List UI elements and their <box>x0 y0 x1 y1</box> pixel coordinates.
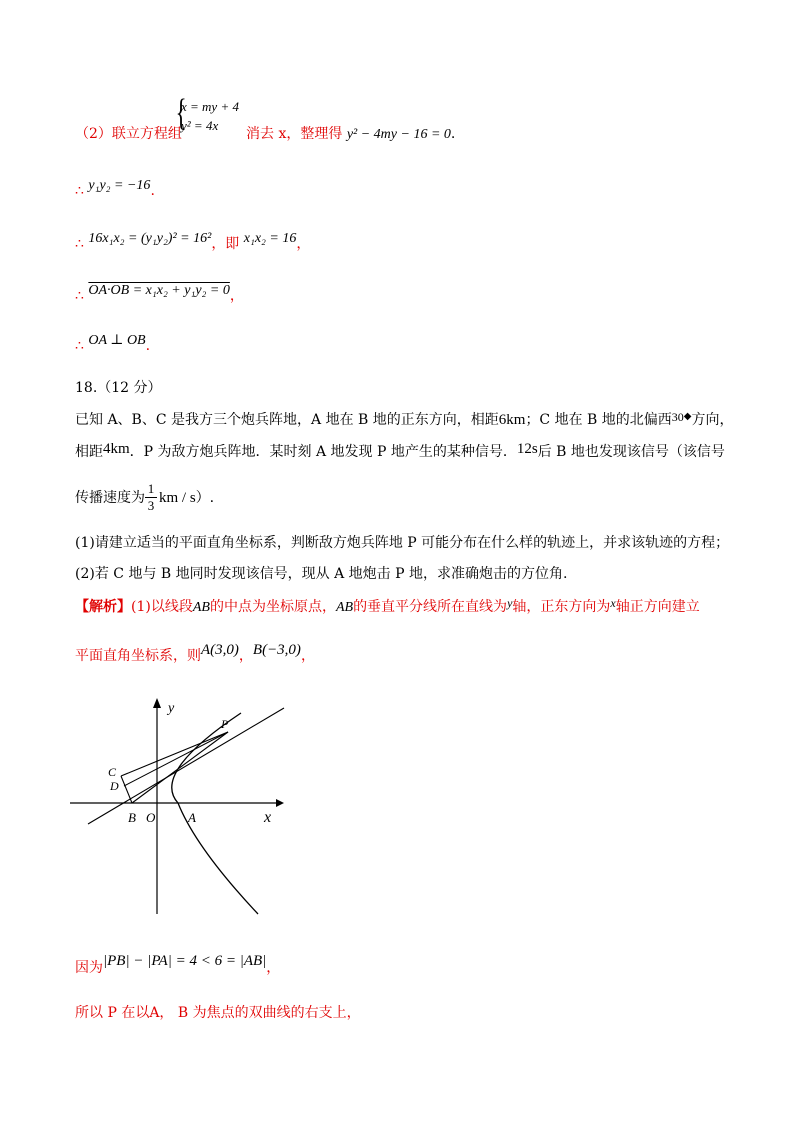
q-line2c: 后 B 地也发现该信号（该信号 <box>537 444 725 460</box>
part2-result: y² − 4my − 16 = 0 <box>346 127 451 142</box>
label-p: P <box>221 717 229 731</box>
question-number: 18.（12 分） <box>75 380 162 396</box>
solution-yaxis: y <box>507 596 513 610</box>
solution-ab2: AB <box>335 600 354 615</box>
system-eq1: x = my + 4 <box>181 99 239 114</box>
part2-middle-text: 消去 x，整理得 <box>246 126 343 142</box>
part2-middle <box>246 124 455 145</box>
equation-system <box>181 97 239 135</box>
solution-line-4: 所以 P 在以A， B 为焦点的双曲线的右支上， <box>75 1005 361 1021</box>
q-time: 12s <box>516 441 538 457</box>
q-line2b: ．P 为敌方炮兵阵地．某时刻 A 地发现 P 地产生的某种信号． <box>129 444 517 460</box>
label-x: x <box>264 809 272 826</box>
solution-tag: 【解析】 <box>75 599 131 615</box>
degree-glyph: ◆ <box>683 411 692 422</box>
therefore-symbol: ∴ <box>75 288 84 304</box>
solution-line-2 <box>75 642 315 666</box>
step-4-expr: OA ⊥ OB <box>88 333 146 348</box>
solution-s2b: ， <box>300 648 315 664</box>
step-3 <box>75 280 244 304</box>
label-y: y <box>168 701 175 716</box>
hyperbola-figure <box>66 688 306 924</box>
solution-s3a: 因为 <box>75 960 103 976</box>
q-angle: 30 <box>671 410 684 424</box>
subquestion-2: (2)若 C 地与 B 地同时发现该信号，现从 A 地炮击 P 地，求准确炮击的方位角. <box>75 566 568 582</box>
solution-s1d: 轴，正东方向为 <box>512 599 611 615</box>
solution-s1e: 轴正方向建立 <box>615 599 700 615</box>
point-b-coords: B(−3,0) <box>252 642 301 658</box>
question-line-2 <box>75 442 725 462</box>
speed-fraction <box>145 481 157 514</box>
solution-s3b: ， <box>266 960 281 976</box>
part2-prefix: （2）联立方程组 <box>75 126 182 142</box>
label-o: O <box>146 810 156 825</box>
line-through-p <box>88 708 284 824</box>
line-cp <box>121 732 228 776</box>
subquestion-1: (1)请建立适当的平面直角坐标系，判断敌方炮兵阵地 P 可能分布在什么样的轨迹上，并求该轨迹的方程； <box>75 535 730 551</box>
q-line3b: ）. <box>195 490 215 506</box>
line-dp <box>124 732 228 786</box>
label-b: B <box>128 810 136 825</box>
solution-line-3 <box>75 953 281 978</box>
solution-s1b: 的中点为坐标原点， <box>209 599 336 615</box>
step-4-tail: . <box>145 338 151 354</box>
solution-line-1 <box>75 597 700 618</box>
q-line2a: 相距 <box>75 444 103 460</box>
q-line1c: 方向， <box>691 412 734 428</box>
fraction-numerator: 1 <box>145 481 157 498</box>
label-d: D <box>110 779 119 793</box>
solution-s2a: 平面直角坐标系，则 <box>75 648 201 664</box>
point-a-coords: A(3,0) <box>201 642 239 658</box>
step-3-expr: OA·OB = x₁x₂ + y₁y₂ = 0 <box>88 283 230 298</box>
solution-xaxis: x <box>610 596 616 610</box>
solution-s1c: 的垂直平分线所在直线为 <box>353 599 508 615</box>
q-line1b: ；C 地在 B 地的北偏西 <box>525 412 672 428</box>
label-c: C <box>108 765 117 779</box>
step-1-tail: . <box>150 183 155 199</box>
step-2-tail: ， <box>296 236 311 252</box>
system-brace: { <box>175 92 187 134</box>
part2-line <box>75 124 182 144</box>
line-bp <box>132 732 228 803</box>
solution-s3-expr: |PB| − |PA| = 4 < 6 = |AB| <box>103 953 267 969</box>
solution-sep: ， <box>238 648 253 664</box>
step-4 <box>75 330 151 354</box>
solution-ab: AB <box>192 600 210 615</box>
part2-end: . <box>450 126 456 142</box>
step-1 <box>75 175 155 199</box>
x-axis-arrow-icon <box>276 799 284 807</box>
therefore-symbol: ∴ <box>75 338 84 354</box>
step-2-expr2: x₁x₂ = 16 <box>243 231 297 246</box>
q-speed-unit: km / s <box>159 490 196 506</box>
line-cb <box>121 776 132 803</box>
label-a: A <box>188 810 196 825</box>
hyperbola-branch <box>172 713 258 914</box>
question-line-1 <box>75 410 734 432</box>
step-1-expr: y₁y₂ = −16 <box>88 178 151 193</box>
system-eq2: y² = 4x <box>181 118 219 133</box>
q-line1-text: 已知 A、B、C 是我方三个炮兵阵地，A 地在 B 地的正东方向，相距 <box>75 412 499 428</box>
step-2-expr: 16x₁x₂ = (y₁y₂)² = 16² <box>88 231 212 246</box>
q-line3a: 传播速度为 <box>75 490 145 506</box>
q-dist2: 4km <box>103 441 130 457</box>
therefore-symbol: ∴ <box>75 183 84 199</box>
step-2 <box>75 228 311 252</box>
fraction-denominator: 3 <box>147 498 155 513</box>
solution-s1a: (1)以线段 <box>131 599 193 615</box>
q-dist1: 6km <box>498 412 526 428</box>
step-3-tail: ， <box>229 288 244 304</box>
step-2-mid: ，即 <box>211 236 240 252</box>
y-axis-arrow-icon <box>153 698 161 708</box>
therefore-symbol: ∴ <box>75 236 84 252</box>
